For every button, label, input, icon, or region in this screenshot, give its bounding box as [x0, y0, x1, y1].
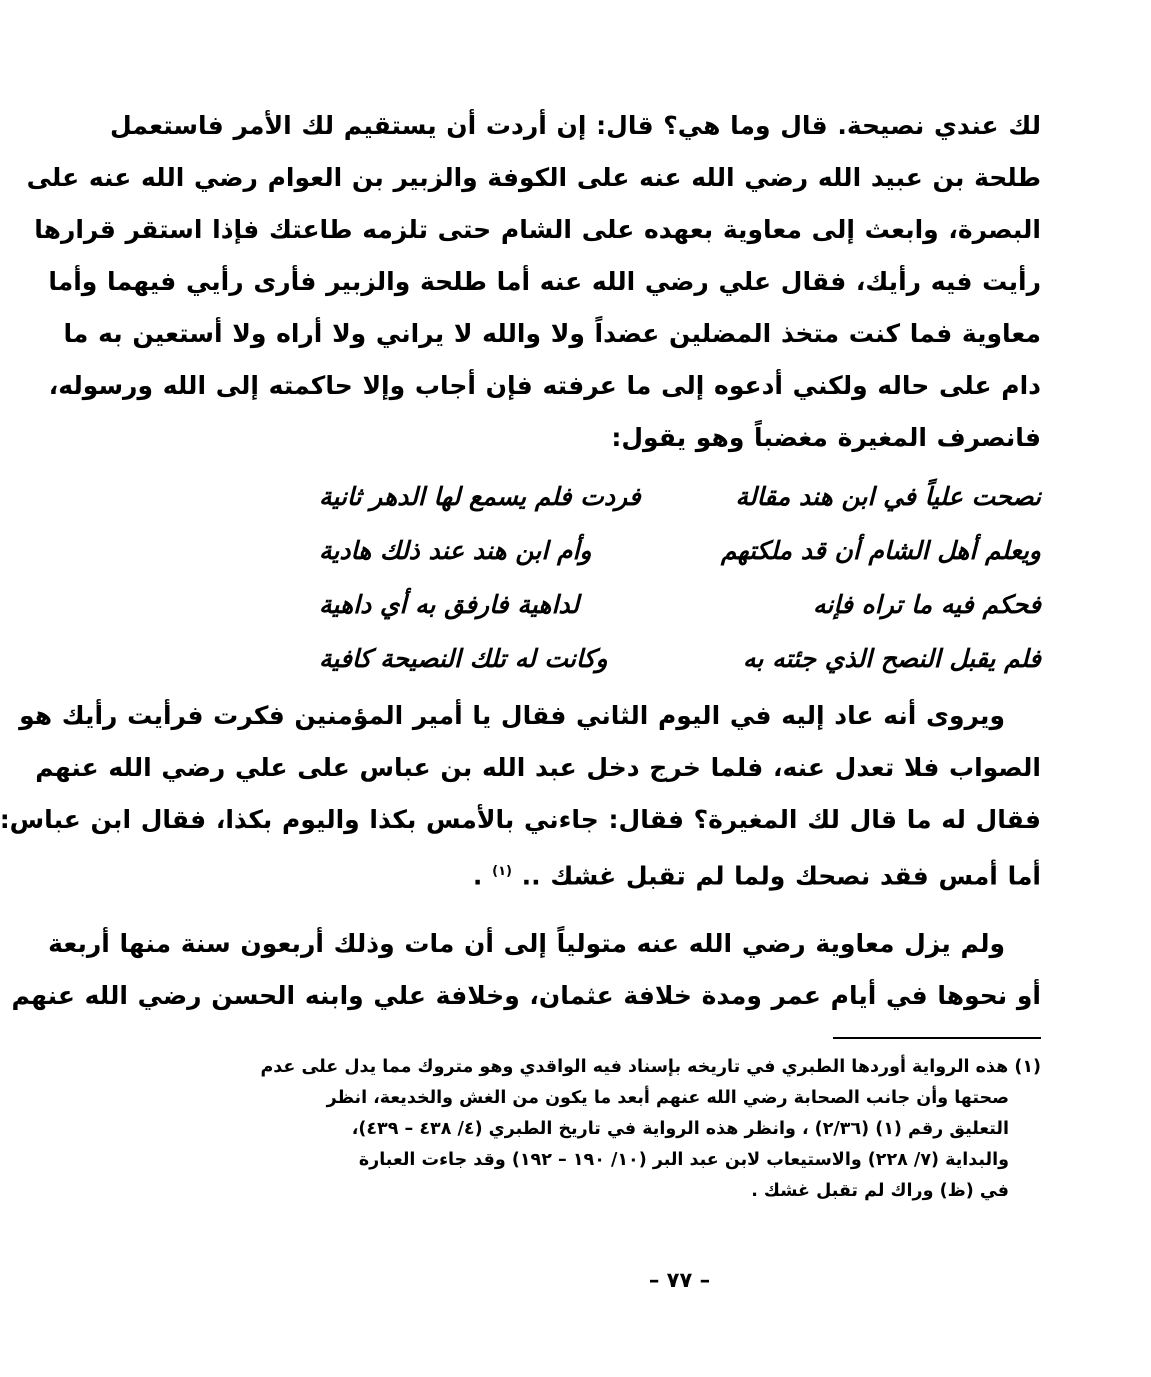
- paragraph-1: [26, 100, 1041, 464]
- poem-hemistich-second: وكانت له تلك النصيحة كافية: [319, 644, 608, 673]
- poem-verse: [319, 470, 1041, 524]
- poem-hemistich-second: فردت فلم يسمع لها الدهر ثانية: [319, 482, 641, 511]
- footnote-number: (١): [1014, 1057, 1041, 1077]
- paragraph-3: [11, 918, 1041, 1022]
- poem-hemistich-second: لداهية فارفق به أي داهية: [319, 590, 580, 619]
- poem-hemistich-second: وأم ابن هند عند ذلك هادية: [319, 536, 592, 565]
- footnote-line: [260, 1052, 1041, 1083]
- text-span: أما أمس فقد نصحك ولما لم تقبل غشك ..: [521, 861, 1041, 891]
- text-line: فقال له ما قال لك المغيرة؟ فقال: جاءني بالأمس بكذا واليوم بكذا، فقال ابن عباس:: [0, 805, 1041, 834]
- footnote-reference[interactable]: (١): [492, 864, 512, 879]
- text-line: لك عندي نصيحة. قال وما هي؟ قال: إن أردت أن يستقيم لك الأمر فاستعمل: [110, 111, 1041, 140]
- text-line: ولم يزل معاوية رضي الله عنه متولياً إلى أن مات وذلك أربعون سنة منها أربعة: [48, 929, 1005, 958]
- footnote-line: في (ظ) وراك لم تقبل غشك .: [751, 1181, 1009, 1201]
- poem-hemistich-first: فلم يقبل النصح الذي جئته به: [743, 644, 1041, 673]
- text-line: [319, 846, 1041, 902]
- footnote-text: هذه الرواية أوردها الطبري في تاريخه بإسناد فيه الواقدي وهو متروك مما يدل على عدم: [260, 1057, 1009, 1077]
- poem-verse: [319, 524, 1041, 578]
- text-line: الصواب فلا تعدل عنه، فلما خرج دخل عبد الله بن عباس على علي رضي الله عنهم: [35, 753, 1041, 782]
- footnote-line: والبداية (٧/ ٢٢٨) والاستيعاب لابن عبد البر (١٠/ ١٩٠ – ١٩٢) وقد جاءت العبارة: [358, 1150, 1009, 1170]
- page-number: – ٧٧ –: [648, 1268, 711, 1292]
- text-line: معاوية فما كنت متخذ المضلين عضداً ولا والله لا يراني ولا أراه ولا أستعين به ما: [63, 319, 1041, 348]
- footnote-separator: [833, 1037, 1041, 1039]
- text-line: طلحة بن عبيد الله رضي الله عنه على الكوفة والزبير بن العوام رضي الله عنه على: [26, 163, 1041, 192]
- poem-hemistich-first: فحكم فيه ما تراه فإنه: [813, 590, 1041, 619]
- footnote-line: صحتها وأن جانب الصحابة رضي الله عنهم أبعد ما يكون من الغش والخديعة، انظر: [326, 1088, 1009, 1108]
- text-line: رأيت فيه رأيك، فقال علي رضي الله عنه أما طلحة والزبير فأرى رأيي فيهما وأما: [48, 267, 1041, 296]
- text-line: ويروى أنه عاد إليه في اليوم الثاني فقال يا أمير المؤمنين فكرت فرأيت رأيك هو: [19, 701, 1005, 730]
- footnote: [260, 1052, 1041, 1207]
- sentence-end: .: [472, 861, 483, 891]
- poem-verse: [319, 578, 1041, 632]
- poem: [319, 470, 1041, 686]
- poem-hemistich-first: ويعلم أهل الشام أن قد ملكتهم: [720, 536, 1041, 565]
- text-line: دام على حاله ولكني أدعوه إلى ما عرفته فإن أجاب وإلا حاكمته إلى الله ورسوله،: [48, 371, 1041, 400]
- poem-verse: [319, 632, 1041, 686]
- text-line: أو نحوها في أيام عمر ومدة خلافة عثمان، وخلافة علي وابنه الحسن رضي الله عنهم: [11, 981, 1041, 1010]
- paragraph-2: [0, 690, 1041, 902]
- poem-hemistich-first: نصحت علياً في ابن هند مقالة: [735, 482, 1041, 511]
- text-line: البصرة، وابعث إلى معاوية بعهده على الشام حتى تلزمه طاعتك فإذا استقر قرارها: [34, 215, 1041, 244]
- footnote-line: التعليق رقم (١) (٢/٣٦) ، وانظر هذه الرواية في تاريخ الطبري (٤/ ٤٣٨ – ٤٣٩)،: [351, 1119, 1009, 1139]
- text-line: فانصرف المغيرة مغضباً وهو يقول:: [611, 423, 1041, 452]
